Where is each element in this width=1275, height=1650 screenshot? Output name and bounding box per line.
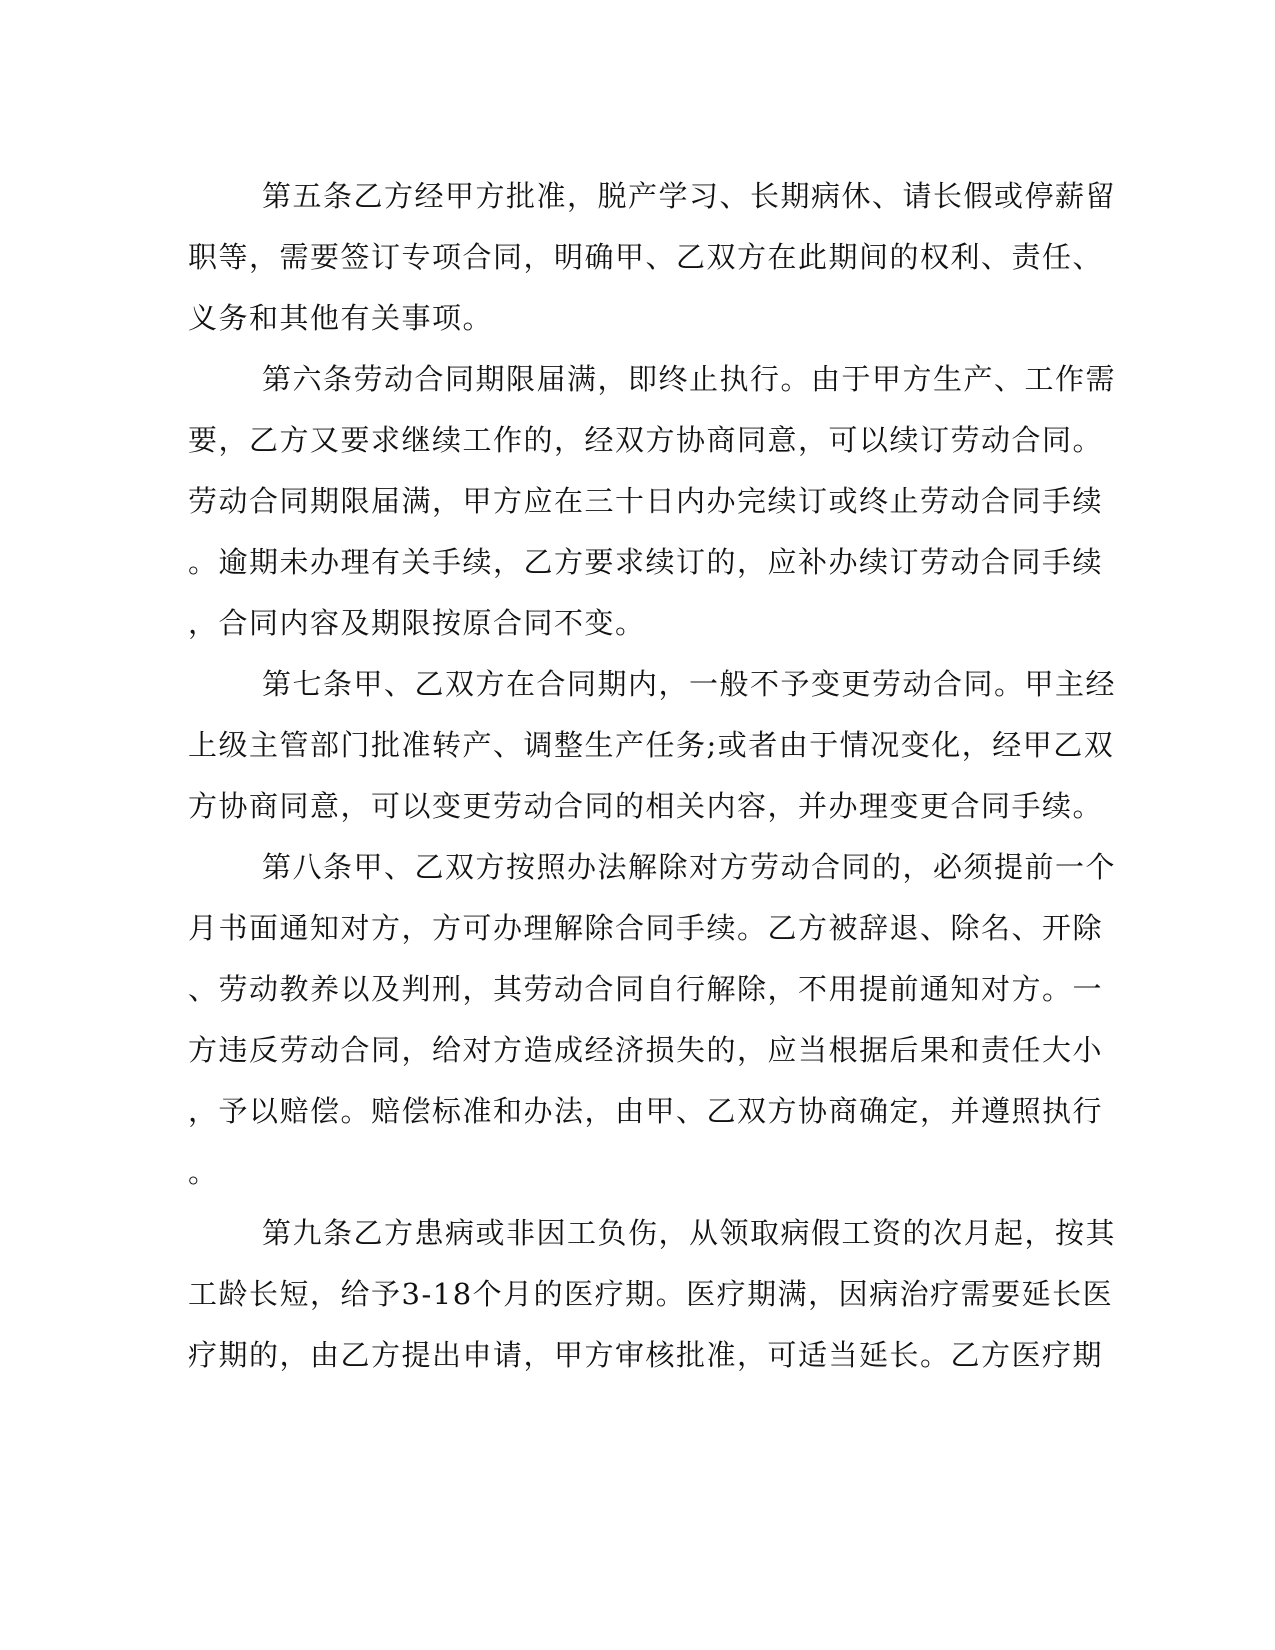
- text-line: 。: [188, 1155, 219, 1189]
- text-line: 义务和其他有关事项。: [188, 301, 494, 335]
- text-line: 。逾期未办理有关手续，乙方要求续订的，应补办续订劳动合同手续: [188, 545, 1104, 579]
- text-line: 要，乙方又要求继续工作的，经双方协商同意，可以续订劳动合同。: [188, 423, 1104, 457]
- text-line: 第九条乙方患病或非因工负伤，从领取病假工资的次月起，按其: [262, 1216, 1117, 1250]
- text-line: 工龄长短，给予3-18个月的医疗期。医疗期满，因病治疗需要延长医: [188, 1277, 1114, 1311]
- text-line: 第八条甲、乙双方按照办法解除对方劳动合同的，必须提前一个: [262, 850, 1117, 884]
- text-line: 方协商同意，可以变更劳动合同的相关内容，并办理变更合同手续。: [188, 789, 1104, 823]
- text-line: 第七条甲、乙双方在合同期内，一般不予变更劳动合同。甲主经: [262, 667, 1117, 701]
- document-body: [188, 166, 1117, 1386]
- text-line: 、劳动教养以及判刑，其劳动合同自行解除，不用提前通知对方。一: [188, 972, 1104, 1006]
- text-line: ，予以赔偿。赔偿标准和办法，由甲、乙双方协商确定，并遵照执行: [188, 1094, 1104, 1128]
- text-line: 疗期的，由乙方提出申请，甲方审核批准，可适当延长。乙方医疗期: [188, 1338, 1104, 1372]
- text-line: 月书面通知对方，方可办理解除合同手续。乙方被辞退、除名、开除: [188, 911, 1104, 945]
- text-line: 第六条劳动合同期限届满，即终止执行。由于甲方生产、工作需: [262, 362, 1117, 396]
- text-line: 第五条乙方经甲方批准，脱产学习、长期病休、请长假或停薪留: [262, 179, 1117, 213]
- text-line: ，合同内容及期限按原合同不变。: [188, 606, 646, 640]
- text-line: 方违反劳动合同，给对方造成经济损失的，应当根据后果和责任大小: [188, 1033, 1104, 1067]
- text-line: 职等，需要签订专项合同，明确甲、乙双方在此期间的权利、责任、: [188, 240, 1104, 274]
- text-line: 上级主管部门批准转产、调整生产任务;或者由于情况变化，经甲乙双: [188, 728, 1115, 762]
- text-line: 劳动合同期限届满，甲方应在三十日内办完续订或终止劳动合同手续: [188, 484, 1104, 518]
